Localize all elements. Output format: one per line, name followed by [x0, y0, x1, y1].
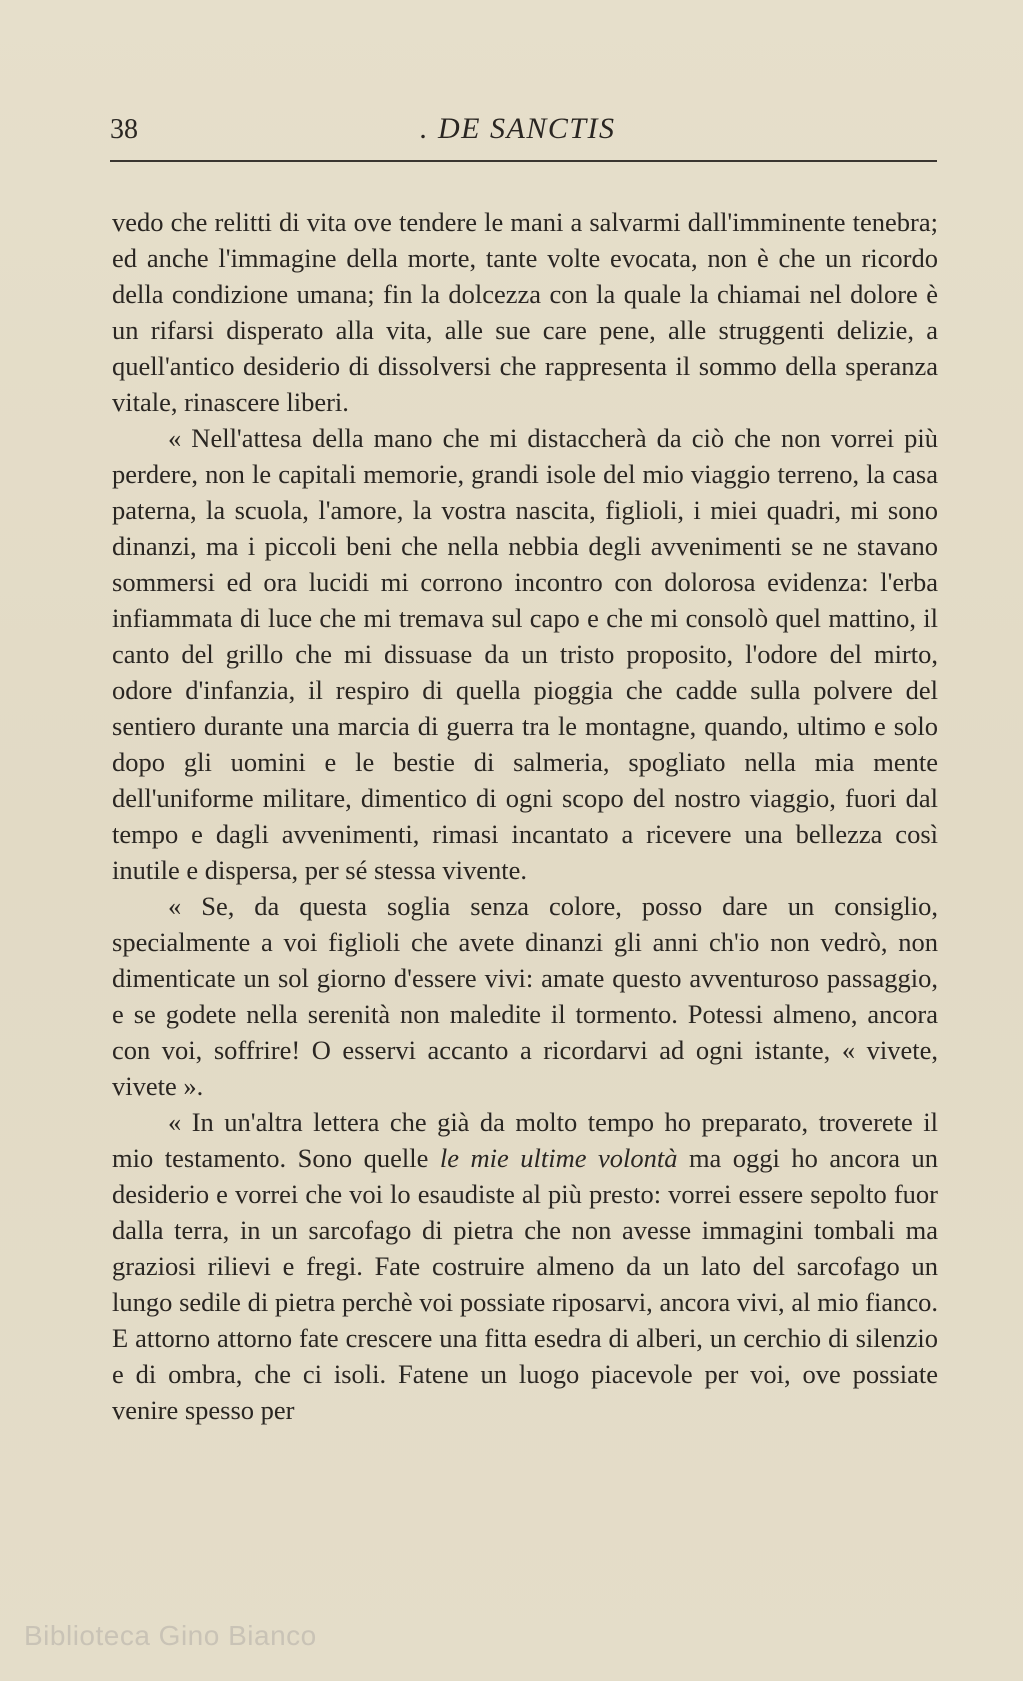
paragraph-4-before: « In un'altra lettera che già da molto tempo ho preparato, troverete il mio testamento. Sono quelle: [112, 1107, 938, 1173]
library-watermark: Biblioteca Gino Bianco: [24, 1620, 317, 1651]
page-header: [110, 112, 937, 162]
paragraph-1: vedo che relitti di vita ove tendere le mani a salvarmi dall'imminente tenebra; ed anche l'immagine della morte, tante volte evocata, non è che un ricordo della condizione umana; fin la dolcezza con la quale la chiamai nel dolore è un rifarsi disperato alla vita, alle sue care pene, alle struggenti delizie, a quell'antico desiderio di dissolversi che rappresenta il sommo della speranza vitale, rinascere liberi.: [112, 207, 938, 417]
running-head: . DE SANCTIS: [420, 112, 616, 145]
body-text: [112, 204, 938, 1428]
paragraph-3: « Se, da questa soglia senza colore, posso dare un consiglio, specialmente a voi figlioli che avete dinanzi gli anni ch'io non vedrò, non dimenticate un sol giorno d'essere vivi: amate questo avventuroso passaggio, e se godete nella serenità non maledite il tormento. Potessi almeno, ancora con voi, soffrire! O esservi accanto a ricordarvi ad ogni istante, « vivete, vivete ».: [112, 891, 938, 1101]
paragraph-4-after: ma oggi ho ancora un desiderio e vorrei che voi lo esaudiste al più presto: vorrei essere sepolto fuor dalla terra, in un sarcofago di pietra che non avesse immagini tombali ma graziosi rilievi e fregi. Fate costruire almeno da un lato del sarcofago un lungo sedile di pietra perchè voi possiate riposarvi, ancora vivi, al mio fianco. E attorno attorno fate crescere una fitta esedra di alberi, un cerchio di silenzio e di ombra, che ci isoli. Fatene un luogo piacevole per voi, ove possiate venire spesso per: [112, 1143, 938, 1425]
paragraph-4-emphasis: le mie ultime volontà: [439, 1143, 678, 1173]
page-number: 38: [110, 114, 138, 145]
paragraph-2: « Nell'attesa della mano che mi distaccherà da ciò che non vorrei più perdere, non le capitali memorie, grandi isole del mio viaggio terreno, la casa paterna, la scuola, l'amore, la vostra nascita, figlioli, i miei quadri, mi sono dinanzi, ma i piccoli beni che nella nebbia degli avvenimenti se ne stavano sommersi ed ora lucidi mi corrono incontro con dolorosa evidenza: l'erba infiammata di luce che mi tremava sul capo e che mi consolò quel mattino, il canto del grillo che mi dissuase da un tristo proposito, l'odore del mirto, odore d'infanzia, il respiro di quella pioggia che cadde sulla polvere del sentiero durante una marcia di guerra tra le montagne, quando, ultimo e solo dopo gli uomini e le bestie di salmeria, spogliato nella mia mente dell'uniforme militare, dimentico di ogni scopo del nostro viaggio, fuori dal tempo e dagli avvenimenti, rimasi incantato a ricevere una bellezza così inutile e dispersa, per sé stessa vivente.: [112, 423, 938, 885]
paragraph-4: [112, 1104, 938, 1428]
